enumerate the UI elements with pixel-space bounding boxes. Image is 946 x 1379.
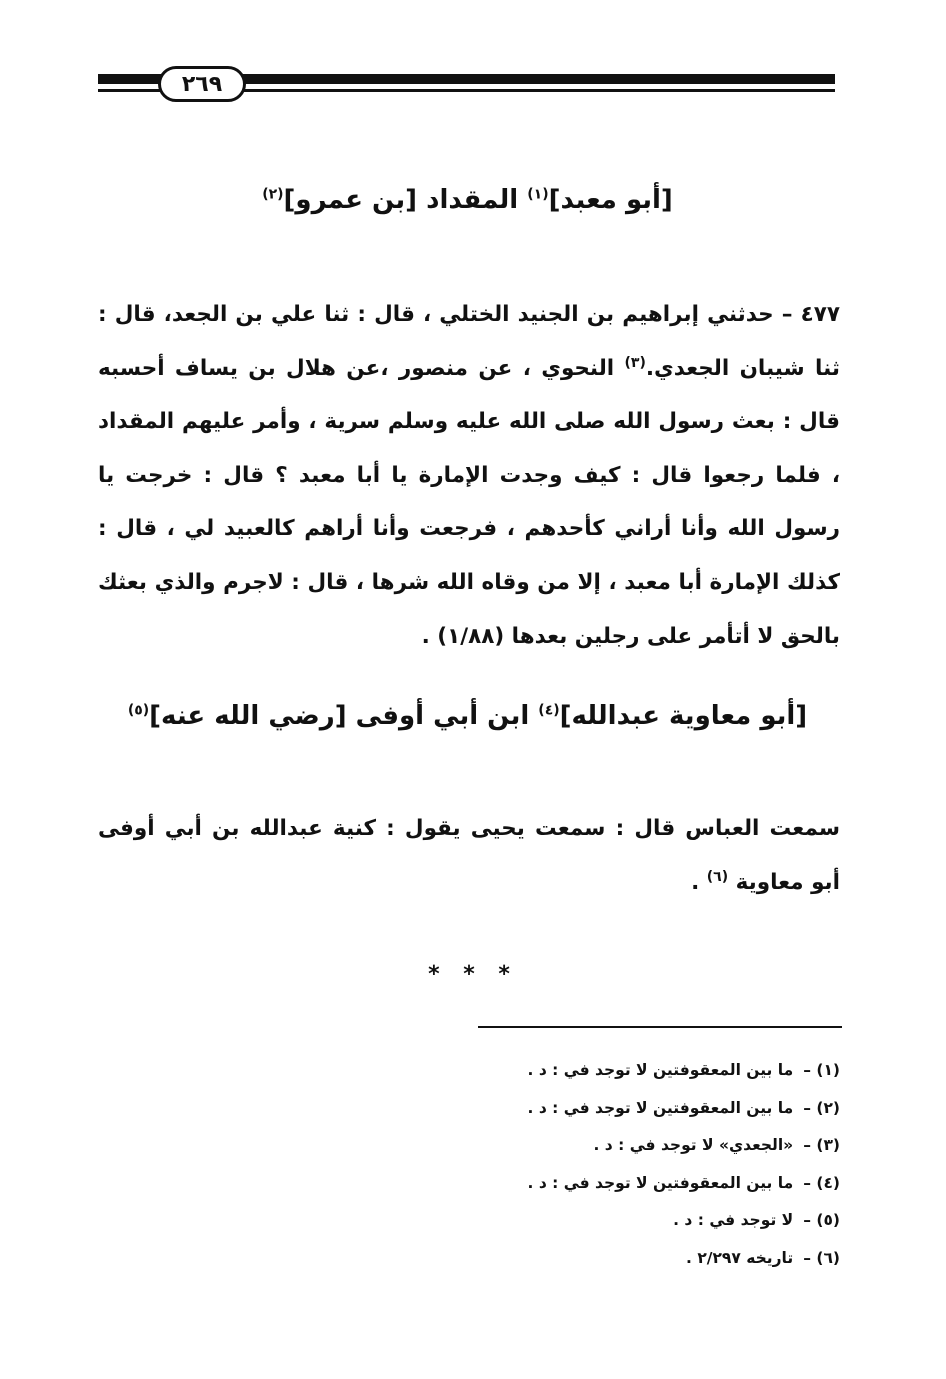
footnote-item [420, 1090, 840, 1128]
heading-text: [أبو معبد] [548, 185, 673, 215]
footnote-ref: (١) [527, 186, 549, 203]
hadith-paragraph-477 [98, 288, 840, 663]
footnotes-list [420, 1052, 840, 1277]
footnote-rule [478, 1026, 842, 1028]
footnote-item [420, 1165, 840, 1203]
footnote-marker: (٢) – [803, 1098, 840, 1117]
footnote-text: تاريخه ٢/٢٩٧ . [686, 1248, 794, 1267]
paragraph-text: . [691, 870, 707, 895]
heading-text: المقداد [بن عمرو] [283, 185, 528, 215]
page-number-text: ٢٦٩ [181, 71, 223, 97]
footnote-marker: (٦) – [803, 1248, 840, 1267]
heading-text: ابن أبي أوفى [رضي الله عنه] [149, 701, 539, 731]
footnote-marker: (٣) – [803, 1136, 840, 1154]
footnote-ref: (٣) [624, 354, 646, 371]
footnote-ref: (٢) [262, 186, 284, 203]
footnote-text: ما بين المعقوفتين لا توجد في : د . [527, 1061, 794, 1079]
section-heading-abu-mabad [95, 180, 840, 220]
footnote-ref: (٦) [706, 868, 729, 885]
footnote-marker: (٥) – [803, 1211, 840, 1229]
paragraph-text: سمعت العباس قال : سمعت يحيى يقول : كنية عبدالله بن أبي أوفى أبو معاوية [98, 816, 840, 895]
footnote-marker: (١) – [803, 1061, 840, 1079]
kunya-paragraph [98, 802, 840, 910]
footnote-item [420, 1202, 840, 1240]
section-separator: * * * [428, 962, 518, 987]
footnote-text: لا توجد في : د . [673, 1211, 794, 1229]
footnote-ref: (٥) [127, 702, 150, 719]
footnote-text: «الجعدي» لا توجد في : د . [593, 1136, 794, 1154]
footnote-text: ما بين المعقوفتين لا توجد في : د . [527, 1098, 794, 1117]
page-number [158, 66, 246, 102]
paragraph-text: النحوي ، عن منصور ،عن هلال بن يساف أحسبه قال : بعث رسول الله صلى الله عليه وسلم سرية ، وأمر عليهم المقداد ، فلما رجعوا قال : كيف وجدت الإمارة يا أبا معبد ؟ قال : خرجت يا رسول الله وأنا أراني كأحدهم ، فرجعت وأنا أراهم كالعبيد لي ، قال : كذلك الإمارة أبا معبد ، إلا من وقاه الله شرها ، قال : لاجرم والذي بعثك بالحق لا أتأمر على رجلين بعدها (١/٨٨) . [98, 355, 840, 649]
footnote-item [420, 1127, 840, 1165]
heading-text: [أبو معاوية عبدالله] [559, 701, 808, 731]
footnote-item [420, 1052, 840, 1090]
footnote-ref: (٤) [538, 702, 560, 719]
footnote-text: ما بين المعقوفتين لا توجد في : د . [527, 1173, 794, 1192]
section-heading-abu-muawiya [95, 696, 840, 736]
footnote-item [420, 1240, 840, 1278]
paragraph-text: ٤٧٧ – حدثني إبراهيم بن الجنيد الختلي ، قال : ثنا علي بن الجعد، قال : ثنا شيبان الجعدي. [98, 302, 840, 381]
footnote-marker: (٤) – [803, 1173, 840, 1192]
